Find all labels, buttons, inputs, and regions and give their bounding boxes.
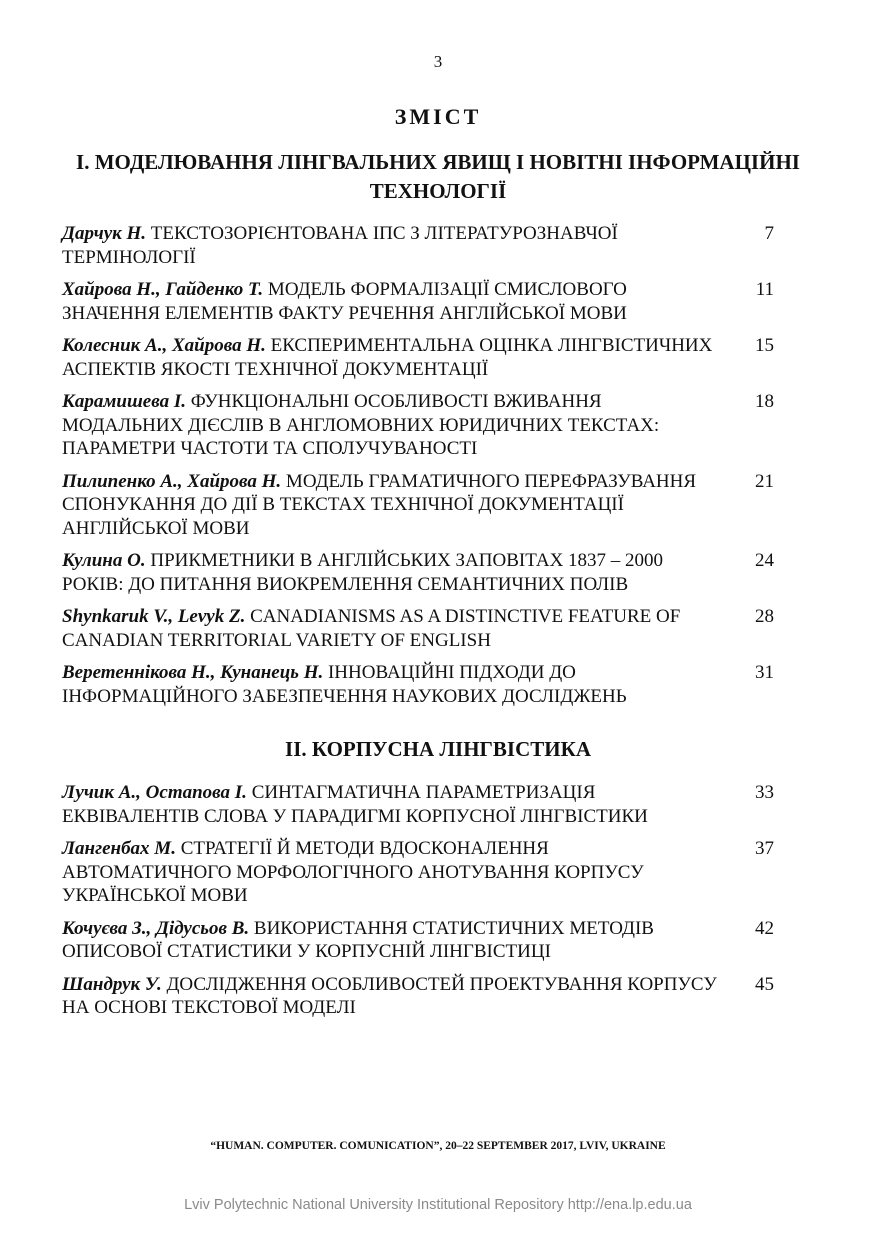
toc-entry[interactable]: [62, 549, 774, 596]
toc-entry-title: МОДЕЛЬ ГРАМАТИЧНОГО ПЕРЕФРАЗУВАННЯ СПОНУКАННЯ ДО ДІЇ В ТЕКСТАХ ТЕХНІЧНОЇ ДОКУМЕНТАЦІЇ АНГЛІЙСЬКОЇ МОВИ: [62, 470, 697, 539]
toc-entry[interactable]: [62, 837, 774, 908]
toc-entry-authors: Лангенбах М.: [62, 838, 176, 859]
toc-entry-text: [62, 917, 722, 964]
toc-entry-authors: Лучик А., Остапова І.: [62, 782, 247, 803]
toc-entry-text: [62, 278, 722, 325]
toc-entry-title: CANADIANISMS AS A DISTINCTIVE FEATURE OF CANADIAN TERRITORIAL VARIETY OF ENGLISH: [62, 606, 681, 651]
toc-entry[interactable]: [62, 661, 774, 708]
toc-entry-title: ІННОВАЦІЙНІ ПІДХОДИ ДО ІНФОРМАЦІЙНОГО ЗАБЕЗПЕЧЕННЯ НАУКОВИХ ДОСЛІДЖЕНЬ: [62, 662, 627, 707]
toc-entry-text: [62, 470, 722, 541]
toc-entry-authors: Дарчук Н.: [62, 223, 147, 244]
toc-entry-text: [62, 390, 722, 461]
toc-entry-text: [62, 973, 722, 1020]
toc-entry[interactable]: [62, 390, 774, 461]
toc-entry-authors: Пилипенко А., Хайрова Н.: [62, 470, 282, 492]
toc-entry-text: [62, 837, 722, 908]
toc-entry-text: [62, 549, 722, 596]
toc-entry-authors: Шандрук У.: [62, 973, 162, 995]
toc-entry-title: ДОСЛІДЖЕННЯ ОСОБЛИВОСТЕЙ ПРОЕКТУВАННЯ КОРПУСУ НА ОСНОВІ ТЕКСТОВОЇ МОДЕЛІ: [62, 973, 717, 1018]
toc-entry-page: 45: [755, 973, 774, 995]
toc-entry-text: [62, 661, 722, 708]
toc-entry[interactable]: [62, 605, 774, 652]
conference-footer: “HUMAN. COMPUTER. COMUNICATION”, 20–22 SEPTEMBER 2017, LVIV, UKRAINE: [210, 1140, 666, 1152]
section2-entries: [62, 781, 774, 1029]
toc-entry[interactable]: [62, 222, 774, 269]
toc-entry-page: 21: [755, 470, 774, 492]
toc-entry-authors: Колесник А., Хайрова Н.: [62, 335, 266, 356]
toc-entry-page: 31: [755, 662, 774, 683]
toc-entry-title: ВИКОРИСТАННЯ СТАТИСТИЧНИХ МЕТОДІВ ОПИСОВОЇ СТАТИСТИКИ У КОРПУСНІЙ ЛІНГВІСТИЦІ: [62, 917, 654, 962]
toc-entry[interactable]: [62, 278, 774, 325]
toc-entry-text: [62, 781, 722, 828]
toc-entry-page: 28: [755, 606, 774, 627]
toc-entry-title: ПРИКМЕТНИКИ В АНГЛІЙСЬКИХ ЗАПОВІТАХ 1837 – 2000 РОКІВ: ДО ПИТАННЯ ВИОКРЕМЛЕННЯ СЕМАНТИЧНИХ ПОЛІВ: [62, 550, 664, 595]
toc-entry-page: 18: [755, 391, 774, 412]
toc-entry-authors: Shynkaruk V., Levyk Z.: [62, 606, 246, 627]
toc-entry[interactable]: [62, 917, 774, 964]
toc-entry-page: 7: [764, 223, 774, 244]
section-title-modeling: І. МОДЕЛЮВАННЯ ЛІНГВАЛЬНИХ ЯВИЩ І НОВІТНІ ІНФОРМАЦІЙНІ ТЕХНОЛОГІЇ: [76, 150, 800, 203]
toc-entry-title: МОДЕЛЬ ФОРМАЛІЗАЦІЇ СМИСЛОВОГО ЗНАЧЕННЯ ЕЛЕМЕНТІВ ФАКТУ РЕЧЕННЯ АНГЛІЙСЬКОЇ МОВИ: [62, 279, 627, 324]
toc-entry-page: 33: [755, 782, 774, 803]
toc-entry-page: 24: [755, 550, 774, 571]
toc-entry-authors: Веретеннікова Н., Кунанець Н.: [62, 662, 324, 683]
toc-entry-page: 11: [755, 279, 774, 300]
toc-entry[interactable]: [62, 973, 774, 1020]
toc-entry-text: [62, 222, 722, 269]
toc-entry-authors: Кулина О.: [62, 550, 146, 571]
toc-entry-page: 42: [755, 917, 774, 939]
repository-watermark: Lviv Polytechnic National University Institutional Repository http://ena.lp.edu.ua: [184, 1197, 692, 1213]
section-title-corpus: ІІ. КОРПУСНА ЛІНГВІСТИКА: [285, 737, 591, 761]
toc-entry-authors: Хайрова Н., Гайденко Т.: [62, 279, 264, 300]
toc-entry-page: 15: [755, 335, 774, 356]
toc-entry-title: СТРАТЕГІЇ Й МЕТОДИ ВДОСКОНАЛЕННЯ АВТОМАТИЧНОГО МОРФОЛОГІЧНОГО АНОТУВАННЯ КОРПУСУ УКРАЇНСЬКОЇ МОВИ: [62, 838, 644, 906]
toc-entry-page: 37: [755, 838, 774, 859]
toc-title: ЗМІСТ: [394, 104, 482, 129]
toc-entry-text: [62, 334, 722, 381]
page-number: 3: [433, 52, 443, 71]
toc-entry-text: [62, 605, 722, 652]
toc-entry-title: ФУНКЦІОНАЛЬНІ ОСОБЛИВОСТІ ВЖИВАННЯ МОДАЛЬНИХ ДІЄСЛІВ В АНГЛОМОВНИХ ЮРИДИЧНИХ ТЕКСТАХ: ПАРАМЕТРИ ЧАСТОТИ ТА СПОЛУЧУВАНОСТІ: [62, 391, 660, 459]
toc-entry-authors: Кочуєва З., Дідусьов В.: [62, 917, 250, 939]
toc-entry[interactable]: [62, 334, 774, 381]
toc-entry-title: ТЕКСТОЗОРІЄНТОВАНА ІПС З ЛІТЕРАТУРОЗНАВЧОЇ ТЕРМІНОЛОГІЇ: [62, 223, 618, 268]
toc-entry[interactable]: [62, 470, 774, 541]
toc-entry-title: ЕКСПЕРИМЕНТАЛЬНА ОЦІНКА ЛІНГВІСТИЧНИХ АСПЕКТІВ ЯКОСТІ ТЕХНІЧНОЇ ДОКУМЕНТАЦІЇ: [62, 335, 713, 380]
section1-entries: [62, 222, 774, 717]
toc-entry[interactable]: [62, 781, 774, 828]
toc-entry-title: СИНТАГМАТИЧНА ПАРАМЕТРИЗАЦІЯ ЕКВІВАЛЕНТІВ СЛОВА У ПАРАДИГМІ КОРПУСНОЇ ЛІНГВІСТИКИ: [62, 782, 648, 827]
toc-entry-authors: Карамишева І.: [62, 391, 186, 412]
